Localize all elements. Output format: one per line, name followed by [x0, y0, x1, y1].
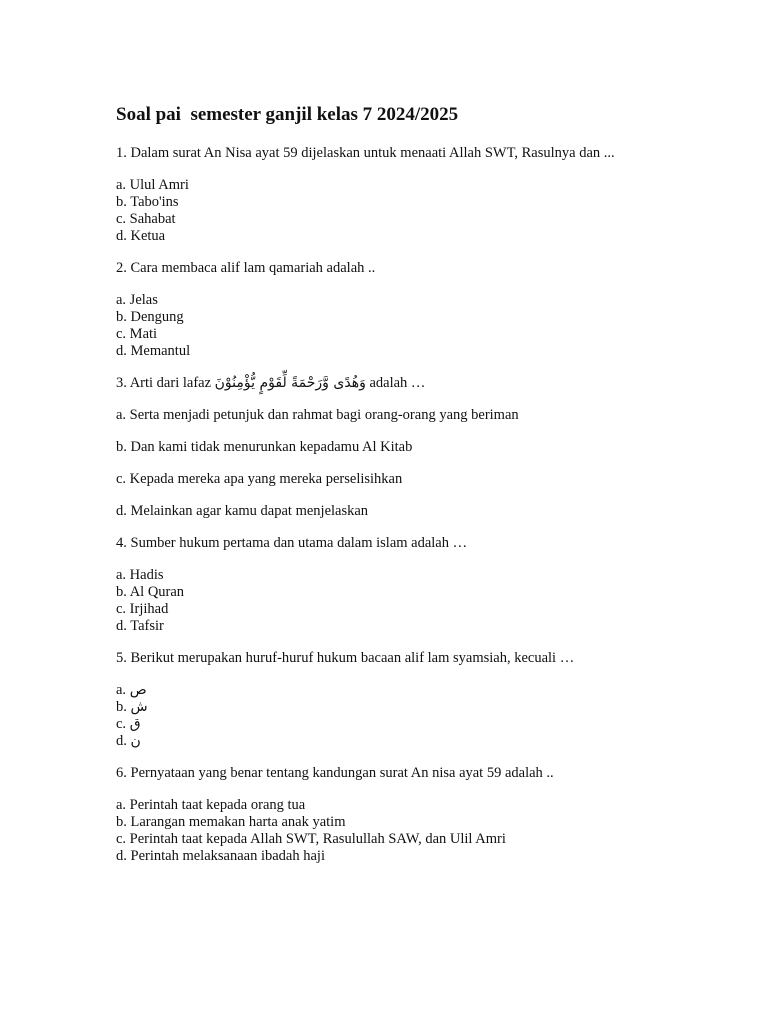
option-5c-letter: c.: [116, 716, 127, 732]
option-5c: [116, 716, 656, 733]
document-page: [116, 102, 656, 880]
option-5a-arabic: ص: [129, 682, 147, 698]
option-6d: d. Perintah melaksanaan ibadah haji: [116, 848, 325, 864]
document-title: Soal pai semester ganjil kelas 7 2024/2025: [116, 104, 459, 125]
option-1c: c. Sahabat: [116, 211, 176, 227]
option-1b: b. Tabo'ins: [116, 194, 179, 210]
question-3-arabic: وَهُدًى وَّرَحْمَةً لِّقَوْمٍ يُّؤْمِنُوْنَ: [214, 375, 366, 391]
option-2d: d. Memantul: [116, 343, 191, 359]
option-5b-arabic: ش: [130, 699, 148, 715]
question-3: [116, 375, 656, 392]
question-3-text-before: 3. Arti dari lafaz: [116, 375, 212, 391]
option-1d: d. Ketua: [116, 228, 166, 244]
option-3c: c. Kepada mereka apa yang mereka perselisihkan: [116, 471, 403, 487]
question-5-options: [116, 682, 656, 750]
option-5d-letter: d.: [116, 733, 127, 749]
option-5d: [116, 733, 656, 750]
option-3b: b. Dan kami tidak menurunkan kepadamu Al Kitab: [116, 439, 413, 455]
option-4b: b. Al Quran: [116, 584, 185, 600]
option-3d: d. Melainkan agar kamu dapat menjelaskan: [116, 503, 369, 519]
option-3a: a. Serta menjadi petunjuk dan rahmat bagi orang-orang yang beriman: [116, 407, 519, 423]
question-4-options: [116, 567, 656, 635]
question-6-options: [116, 797, 656, 865]
option-2a: a. Jelas: [116, 292, 158, 308]
question-2: 2. Cara membaca alif lam qamariah adalah ..: [116, 260, 376, 276]
option-6b: b. Larangan memakan harta anak yatim: [116, 814, 346, 830]
option-5b: [116, 699, 656, 716]
option-4c: c. Irjihad: [116, 601, 169, 617]
question-3-options: [116, 407, 656, 520]
option-4d: d. Tafsir: [116, 618, 164, 634]
question-6: 6. Pernyataan yang benar tentang kandungan surat An nisa ayat 59 adalah ..: [116, 765, 554, 781]
option-2c: c. Mati: [116, 326, 158, 342]
option-6c: c. Perintah taat kepada Allah SWT, Rasulullah SAW, dan Ulil Amri: [116, 831, 506, 847]
option-5a: [116, 682, 656, 699]
question-4: 4. Sumber hukum pertama dan utama dalam islam adalah …: [116, 535, 468, 551]
option-2b: b. Dengung: [116, 309, 184, 325]
option-5a-letter: a.: [116, 682, 127, 698]
question-1-options: [116, 177, 656, 245]
question-2-options: [116, 292, 656, 360]
option-5b-letter: b.: [116, 699, 127, 715]
question-3-text-after: adalah …: [369, 375, 426, 391]
option-6a: a. Perintah taat kepada orang tua: [116, 797, 306, 813]
question-1: 1. Dalam surat An Nisa ayat 59 dijelaskan untuk menaati Allah SWT, Rasulnya dan ...: [116, 145, 615, 161]
option-5d-arabic: ن: [130, 733, 141, 749]
question-5: 5. Berikut merupakan huruf-huruf hukum bacaan alif lam syamsiah, kecuali …: [116, 650, 575, 666]
option-5c-arabic: ق: [129, 716, 141, 732]
option-1a: a. Ulul Amri: [116, 177, 189, 193]
option-4a: a. Hadis: [116, 567, 164, 583]
